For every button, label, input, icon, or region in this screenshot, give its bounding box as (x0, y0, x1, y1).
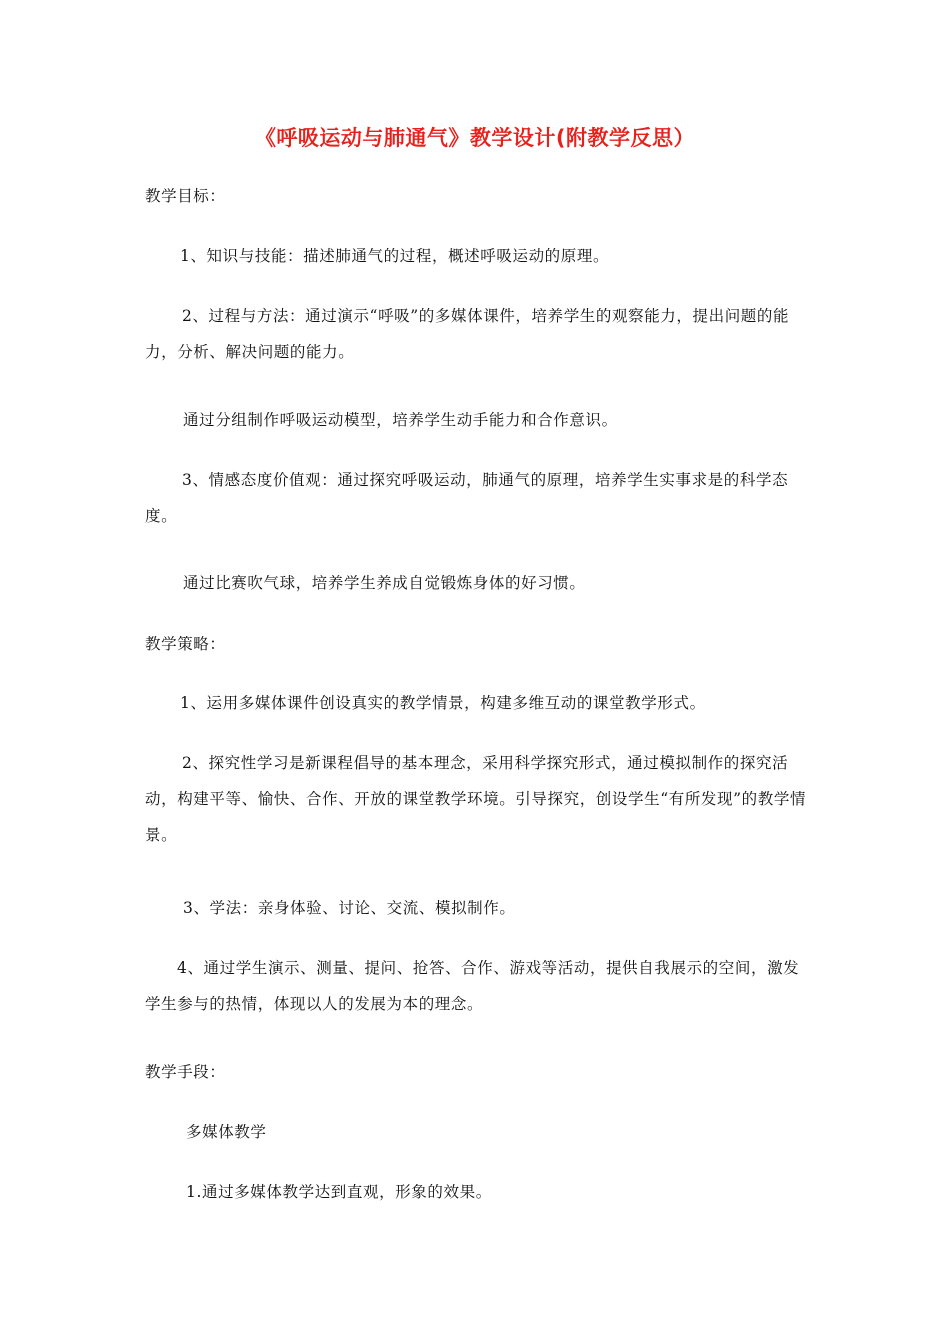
document-title: 《呼吸运动与肺通气》教学设计(附教学反思） (254, 126, 696, 150)
objectives-item-3-extra: 通过比赛吹气球，培养学生养成自觉锻炼身体的好习惯。 (183, 574, 586, 592)
objectives-item-2: 2、过程与方法：通过演示“呼吸”的多媒体课件，培养学生的观察能力，提出问题的能力，分析、解决问题的能力。 (145, 307, 790, 361)
strategies-heading: 教学策略： (145, 635, 226, 653)
means-item-2: 1.通过多媒体教学达到直观，形象的效果。 (186, 1183, 492, 1201)
strategies-item-3: 3、学法：亲身体验、讨论、交流、模拟制作。 (183, 899, 516, 917)
objectives-item-1: 1、知识与技能：描述肺通气的过程，概述呼吸运动的原理。 (180, 247, 610, 265)
objectives-item-3: 3、情感态度价值观：通过探究呼吸运动，肺通气的原理，培养学生实事求是的科学态度。 (145, 471, 789, 525)
objectives-heading: 教学目标： (145, 187, 226, 205)
strategies-item-2: 2、探究性学习是新课程倡导的基本理念，采用科学探究形式，通过模拟制作的探究活动，构建平等、愉快、合作、开放的课堂教学环境。引导探究，创设学生“有所发现”的教学情景。 (145, 754, 807, 844)
objectives-item-2-extra: 通过分组制作呼吸运动模型，培养学生动手能力和合作意识。 (183, 411, 618, 429)
means-item-1: 多媒体教学 (186, 1123, 267, 1141)
strategies-item-4: 4、通过学生演示、测量、提问、抢答、合作、游戏等活动，提供自我展示的空间，激发学生参与的热情，体现以人的发展为本的理念。 (145, 959, 800, 1013)
means-heading: 教学手段： (145, 1063, 226, 1081)
strategies-item-1: 1、运用多媒体课件创设真实的教学情景，构建多维互动的课堂教学形式。 (180, 694, 706, 712)
